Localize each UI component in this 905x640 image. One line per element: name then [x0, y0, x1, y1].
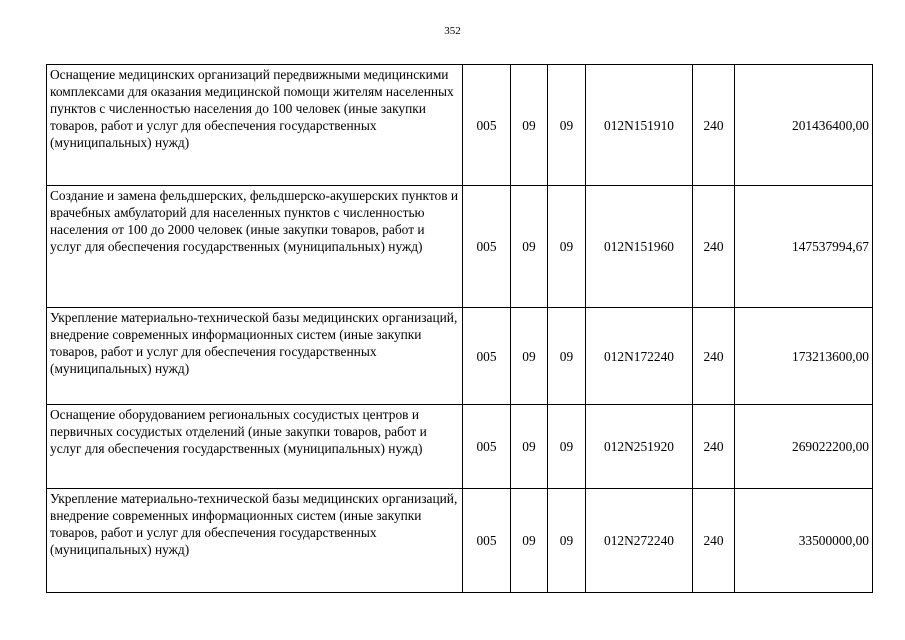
table-row [47, 186, 873, 308]
target-article-code: 012N151910 [586, 65, 693, 186]
subsection-code: 09 [548, 308, 586, 405]
expense-type-code: 240 [693, 308, 735, 405]
amount: 147537994,67 [735, 186, 873, 308]
table-row [47, 405, 873, 489]
amount: 173213600,00 [735, 308, 873, 405]
row-description: Оснащение медицинских организаций передвижными медицинскими комплексами для оказания медицинской помощи жителям населенных пунктов с численностью населения до 100 человек (иные закупки товаров, работ и услуг для обеспечения государственных (муниципальных) нужд) [47, 65, 463, 186]
row-description: Укрепление материально-технической базы медицинских организаций, внедрение современных информационных систем (иные закупки товаров, работ и услуг для обеспечения государственных (муниципальных) нужд) [47, 489, 463, 593]
section-code: 09 [511, 405, 548, 489]
amount: 269022200,00 [735, 405, 873, 489]
ministry-code: 005 [463, 405, 511, 489]
ministry-code: 005 [463, 489, 511, 593]
table-row [47, 489, 873, 593]
expense-type-code: 240 [693, 65, 735, 186]
target-article-code: 012N151960 [586, 186, 693, 308]
section-code: 09 [511, 308, 548, 405]
amount: 33500000,00 [735, 489, 873, 593]
target-article-code: 012N272240 [586, 489, 693, 593]
expense-type-code: 240 [693, 186, 735, 308]
expense-type-code: 240 [693, 489, 735, 593]
subsection-code: 09 [548, 405, 586, 489]
ministry-code: 005 [463, 186, 511, 308]
amount: 201436400,00 [735, 65, 873, 186]
section-code: 09 [511, 186, 548, 308]
row-description: Оснащение оборудованием региональных сосудистых центров и первичных сосудистых отделений (иные закупки товаров, работ и услуг для обеспечения государственных (муниципальных) нужд) [47, 405, 463, 489]
target-article-code: 012N172240 [586, 308, 693, 405]
section-code: 09 [511, 65, 548, 186]
expense-type-code: 240 [693, 405, 735, 489]
row-description: Укрепление материально-технической базы медицинских организаций, внедрение современных информационных систем (иные закупки товаров, работ и услуг для обеспечения государственных (муниципальных) нужд) [47, 308, 463, 405]
table-row [47, 65, 873, 186]
ministry-code: 005 [463, 65, 511, 186]
budget-table [46, 64, 873, 593]
target-article-code: 012N251920 [586, 405, 693, 489]
section-code: 09 [511, 489, 548, 593]
ministry-code: 005 [463, 308, 511, 405]
page-number: 352 [444, 25, 461, 37]
subsection-code: 09 [548, 65, 586, 186]
row-description: Создание и замена фельдшерских, фельдшерско-акушерских пунктов и врачебных амбулаторий для населенных пунктов с численностью населения от 100 до 2000 человек (иные закупки товаров, работ и услуг для обеспечения государственных (муниципальных) нужд) [47, 186, 463, 308]
subsection-code: 09 [548, 489, 586, 593]
subsection-code: 09 [548, 186, 586, 308]
table-row [47, 308, 873, 405]
